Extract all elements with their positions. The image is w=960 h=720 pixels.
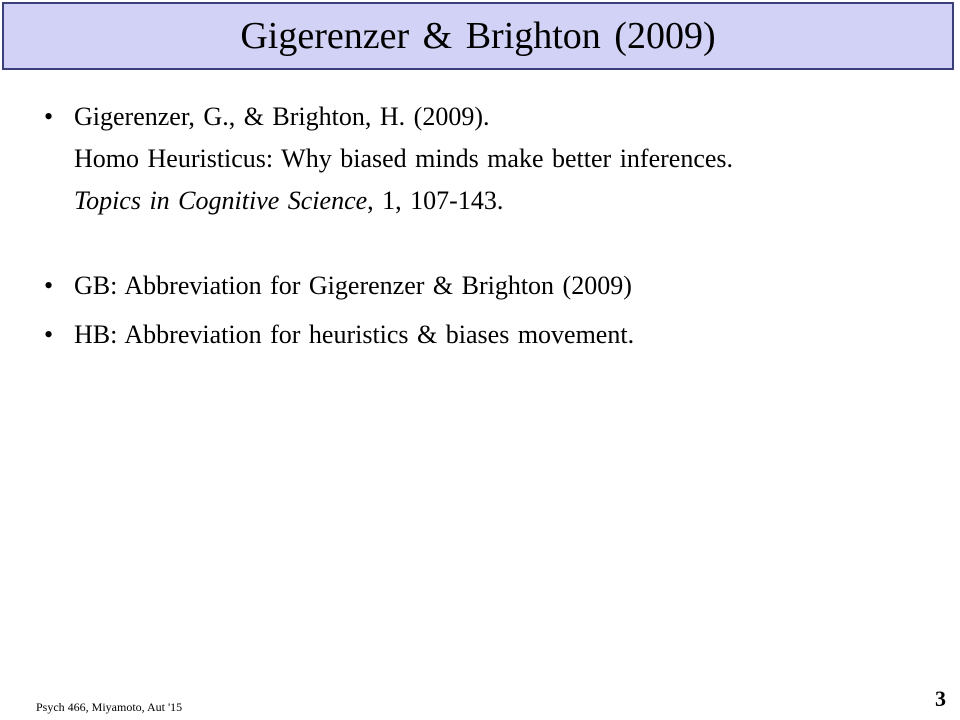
bullet-citation	[44, 96, 924, 222]
slide-title-bar	[2, 2, 954, 70]
slide-title: Gigerenzer & Brighton (2009)	[240, 15, 716, 57]
page-number: 3	[935, 686, 946, 711]
bullet-gb	[44, 265, 924, 307]
bullet-dot: •	[44, 102, 54, 131]
bullet-dot: •	[44, 271, 54, 300]
bullet-hb	[44, 314, 924, 356]
gb-definition: GB: Abbreviation for Gigerenzer & Brighton (2009)	[74, 271, 632, 300]
bullet-dot: •	[44, 320, 54, 349]
citation-details: , 1, 107-143.	[367, 186, 504, 215]
citation-title: Homo Heuristicus: Why biased minds make better inferences.	[74, 144, 734, 173]
citation-authors: Gigerenzer, G., & Brighton, H. (2009).	[74, 102, 490, 131]
hb-definition: HB: Abbreviation for heuristics & biases movement.	[74, 320, 635, 349]
slide-footer: Psych 466, Miyamoto, Aut '15	[36, 700, 183, 714]
citation-source	[74, 180, 924, 222]
citation-journal: Topics in Cognitive Science	[74, 186, 368, 215]
slide-content	[44, 96, 924, 356]
